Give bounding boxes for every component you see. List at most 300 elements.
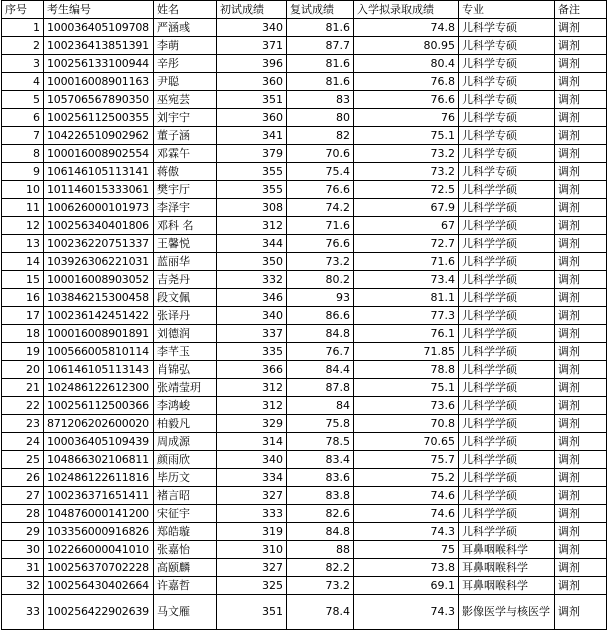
cell-retest-score: 81.6 xyxy=(287,19,354,37)
cell-name: 董子涵 xyxy=(154,127,217,145)
table-row xyxy=(2,181,607,199)
header-initial-score: 初试成绩 xyxy=(217,1,287,19)
cell-retest-score: 81.6 xyxy=(287,55,354,73)
cell-total-score: 76.6 xyxy=(354,91,459,109)
cell-name: 严涵彧 xyxy=(154,19,217,37)
cell-major: 儿科学专硕 xyxy=(459,163,555,181)
table-row xyxy=(2,325,607,343)
cell-candidate-id: 100016008902554 xyxy=(44,145,154,163)
cell-total-score: 75.7 xyxy=(354,451,459,469)
cell-retest-score: 83.8 xyxy=(287,487,354,505)
table-row xyxy=(2,397,607,415)
cell-candidate-id: 106146105113141 xyxy=(44,163,154,181)
cell-initial-score: 335 xyxy=(217,343,287,361)
table-row xyxy=(2,73,607,91)
cell-major: 儿科学专硕 xyxy=(459,73,555,91)
cell-initial-score: 360 xyxy=(217,109,287,127)
cell-note: 调剂 xyxy=(555,55,607,73)
cell-major: 儿科学学硕 xyxy=(459,379,555,397)
cell-no: 16 xyxy=(2,289,44,307)
cell-no: 25 xyxy=(2,451,44,469)
cell-retest-score: 76.7 xyxy=(287,343,354,361)
cell-note: 调剂 xyxy=(555,19,607,37)
cell-initial-score: 334 xyxy=(217,469,287,487)
cell-total-score: 70.8 xyxy=(354,415,459,433)
cell-major: 儿科学学硕 xyxy=(459,325,555,343)
cell-major: 影像医学与核医学 xyxy=(459,595,555,630)
cell-candidate-id: 102486122611816 xyxy=(44,469,154,487)
cell-total-score: 71.6 xyxy=(354,253,459,271)
cell-retest-score: 87.8 xyxy=(287,379,354,397)
cell-retest-score: 75.4 xyxy=(287,163,354,181)
cell-total-score: 75.1 xyxy=(354,127,459,145)
table-row xyxy=(2,289,607,307)
cell-total-score: 73.2 xyxy=(354,163,459,181)
cell-total-score: 70.65 xyxy=(354,433,459,451)
cell-initial-score: 312 xyxy=(217,397,287,415)
cell-note: 调剂 xyxy=(555,253,607,271)
cell-note: 调剂 xyxy=(555,451,607,469)
cell-major: 耳鼻咽喉科学 xyxy=(459,559,555,577)
cell-name: 张靖莹玥 xyxy=(154,379,217,397)
cell-total-score: 74.6 xyxy=(354,487,459,505)
cell-retest-score: 88 xyxy=(287,541,354,559)
cell-retest-score: 84.4 xyxy=(287,361,354,379)
table-row xyxy=(2,433,607,451)
table-row xyxy=(2,199,607,217)
cell-no: 12 xyxy=(2,217,44,235)
cell-no: 30 xyxy=(2,541,44,559)
cell-candidate-id: 100256340401806 xyxy=(44,217,154,235)
header-note: 备注 xyxy=(555,1,607,19)
table-row xyxy=(2,253,607,271)
cell-total-score: 80.4 xyxy=(354,55,459,73)
cell-major: 儿科学学硕 xyxy=(459,253,555,271)
cell-no: 8 xyxy=(2,145,44,163)
cell-retest-score: 82.6 xyxy=(287,505,354,523)
cell-initial-score: 379 xyxy=(217,145,287,163)
cell-name: 褚言昭 xyxy=(154,487,217,505)
cell-retest-score: 78.5 xyxy=(287,433,354,451)
cell-major: 儿科学学硕 xyxy=(459,415,555,433)
cell-retest-score: 83.6 xyxy=(287,469,354,487)
cell-name: 蓝丽华 xyxy=(154,253,217,271)
cell-candidate-id: 100256370702228 xyxy=(44,559,154,577)
cell-candidate-id: 100236142451422 xyxy=(44,307,154,325)
cell-note: 调剂 xyxy=(555,73,607,91)
cell-note: 调剂 xyxy=(555,523,607,541)
cell-no: 22 xyxy=(2,397,44,415)
table-row xyxy=(2,595,607,630)
cell-name: 李萌 xyxy=(154,37,217,55)
cell-no: 33 xyxy=(2,595,44,630)
cell-total-score: 73.6 xyxy=(354,397,459,415)
cell-retest-score: 84 xyxy=(287,397,354,415)
cell-major: 儿科学专硕 xyxy=(459,91,555,109)
cell-candidate-id: 101146015333061 xyxy=(44,181,154,199)
cell-retest-score: 73.2 xyxy=(287,253,354,271)
table-row xyxy=(2,37,607,55)
table-body xyxy=(2,19,607,630)
cell-note: 调剂 xyxy=(555,505,607,523)
cell-name: 邓霖午 xyxy=(154,145,217,163)
cell-initial-score: 371 xyxy=(217,37,287,55)
cell-retest-score: 83.4 xyxy=(287,451,354,469)
cell-candidate-id: 100036405109439 xyxy=(44,433,154,451)
cell-initial-score: 329 xyxy=(217,415,287,433)
cell-initial-score: 337 xyxy=(217,325,287,343)
cell-total-score: 80.95 xyxy=(354,37,459,55)
cell-retest-score: 82 xyxy=(287,127,354,145)
cell-initial-score: 355 xyxy=(217,163,287,181)
cell-note: 调剂 xyxy=(555,127,607,145)
cell-major: 儿科学学硕 xyxy=(459,505,555,523)
cell-retest-score: 76.6 xyxy=(287,181,354,199)
cell-note: 调剂 xyxy=(555,289,607,307)
header-total-score: 入学拟录取成绩 xyxy=(354,1,459,19)
cell-initial-score: 344 xyxy=(217,235,287,253)
cell-total-score: 73.2 xyxy=(354,145,459,163)
cell-no: 31 xyxy=(2,559,44,577)
cell-no: 23 xyxy=(2,415,44,433)
cell-no: 13 xyxy=(2,235,44,253)
cell-retest-score: 93 xyxy=(287,289,354,307)
cell-retest-score: 78.4 xyxy=(287,595,354,630)
cell-candidate-id: 102266000041010 xyxy=(44,541,154,559)
cell-no: 15 xyxy=(2,271,44,289)
cell-initial-score: 396 xyxy=(217,55,287,73)
cell-name: 高颐麟 xyxy=(154,559,217,577)
cell-retest-score: 75.8 xyxy=(287,415,354,433)
cell-note: 调剂 xyxy=(555,541,607,559)
cell-total-score: 76.1 xyxy=(354,325,459,343)
cell-retest-score: 80.2 xyxy=(287,271,354,289)
cell-note: 调剂 xyxy=(555,217,607,235)
cell-major: 儿科学专硕 xyxy=(459,145,555,163)
cell-total-score: 74.6 xyxy=(354,505,459,523)
table-row xyxy=(2,127,607,145)
cell-major: 儿科学学硕 xyxy=(459,307,555,325)
cell-initial-score: 340 xyxy=(217,451,287,469)
cell-candidate-id: 104876000141200 xyxy=(44,505,154,523)
cell-no: 5 xyxy=(2,91,44,109)
header-name: 姓名 xyxy=(154,1,217,19)
cell-note: 调剂 xyxy=(555,109,607,127)
table-row xyxy=(2,559,607,577)
cell-initial-score: 327 xyxy=(217,487,287,505)
cell-major: 儿科学学硕 xyxy=(459,181,555,199)
cell-note: 调剂 xyxy=(555,91,607,109)
cell-name: 许嘉哲 xyxy=(154,577,217,595)
cell-name: 李鸿峻 xyxy=(154,397,217,415)
admission-table xyxy=(1,0,607,630)
cell-note: 调剂 xyxy=(555,325,607,343)
table-row xyxy=(2,235,607,253)
cell-name: 樊宇厅 xyxy=(154,181,217,199)
cell-no: 3 xyxy=(2,55,44,73)
cell-major: 儿科学学硕 xyxy=(459,271,555,289)
cell-total-score: 74.3 xyxy=(354,595,459,630)
cell-major: 儿科学学硕 xyxy=(459,523,555,541)
cell-initial-score: 308 xyxy=(217,199,287,217)
cell-note: 调剂 xyxy=(555,163,607,181)
table-row xyxy=(2,523,607,541)
cell-major: 儿科学学硕 xyxy=(459,235,555,253)
cell-candidate-id: 100626000101973 xyxy=(44,199,154,217)
cell-name: 段文佩 xyxy=(154,289,217,307)
cell-name: 毕历文 xyxy=(154,469,217,487)
cell-total-score: 67.9 xyxy=(354,199,459,217)
cell-major: 儿科学学硕 xyxy=(459,343,555,361)
cell-note: 调剂 xyxy=(555,271,607,289)
cell-no: 7 xyxy=(2,127,44,145)
cell-no: 27 xyxy=(2,487,44,505)
cell-total-score: 78.8 xyxy=(354,361,459,379)
table-row xyxy=(2,577,607,595)
cell-candidate-id: 100016008901891 xyxy=(44,325,154,343)
cell-no: 26 xyxy=(2,469,44,487)
cell-no: 10 xyxy=(2,181,44,199)
cell-note: 调剂 xyxy=(555,379,607,397)
cell-no: 6 xyxy=(2,109,44,127)
cell-note: 调剂 xyxy=(555,397,607,415)
cell-name: 刘德润 xyxy=(154,325,217,343)
cell-major: 儿科学专硕 xyxy=(459,37,555,55)
cell-no: 21 xyxy=(2,379,44,397)
cell-name: 张嘉怡 xyxy=(154,541,217,559)
cell-initial-score: 310 xyxy=(217,541,287,559)
cell-no: 19 xyxy=(2,343,44,361)
cell-candidate-id: 100236413851391 xyxy=(44,37,154,55)
cell-note: 调剂 xyxy=(555,145,607,163)
cell-initial-score: 327 xyxy=(217,559,287,577)
cell-total-score: 69.1 xyxy=(354,577,459,595)
cell-retest-score: 76.6 xyxy=(287,235,354,253)
cell-major: 儿科学学硕 xyxy=(459,361,555,379)
cell-name: 张译丹 xyxy=(154,307,217,325)
cell-candidate-id: 100036405109708 xyxy=(44,19,154,37)
cell-total-score: 75 xyxy=(354,541,459,559)
cell-name: 宋征宇 xyxy=(154,505,217,523)
cell-initial-score: 332 xyxy=(217,271,287,289)
cell-candidate-id: 100256430402664 xyxy=(44,577,154,595)
cell-total-score: 73.8 xyxy=(354,559,459,577)
header-retest-score: 复试成绩 xyxy=(287,1,354,19)
cell-name: 柏毅凡 xyxy=(154,415,217,433)
cell-initial-score: 351 xyxy=(217,595,287,630)
cell-note: 调剂 xyxy=(555,307,607,325)
cell-initial-score: 312 xyxy=(217,379,287,397)
cell-name: 王馨悦 xyxy=(154,235,217,253)
cell-retest-score: 84.8 xyxy=(287,523,354,541)
cell-note: 调剂 xyxy=(555,199,607,217)
header-no: 序号 xyxy=(2,1,44,19)
cell-note: 调剂 xyxy=(555,37,607,55)
cell-major: 耳鼻咽喉科学 xyxy=(459,541,555,559)
cell-name: 邓科 名 xyxy=(154,217,217,235)
table-row xyxy=(2,541,607,559)
table-row xyxy=(2,163,607,181)
table-row xyxy=(2,451,607,469)
table-row xyxy=(2,109,607,127)
cell-total-score: 67 xyxy=(354,217,459,235)
cell-note: 调剂 xyxy=(555,235,607,253)
cell-candidate-id: 103926306221031 xyxy=(44,253,154,271)
cell-note: 调剂 xyxy=(555,559,607,577)
cell-total-score: 74.3 xyxy=(354,523,459,541)
cell-no: 2 xyxy=(2,37,44,55)
cell-initial-score: 319 xyxy=(217,523,287,541)
cell-major: 儿科学学硕 xyxy=(459,487,555,505)
table-row xyxy=(2,217,607,235)
cell-no: 29 xyxy=(2,523,44,541)
cell-name: 郑皓璇 xyxy=(154,523,217,541)
cell-retest-score: 84.8 xyxy=(287,325,354,343)
cell-major: 儿科学学硕 xyxy=(459,451,555,469)
table-row xyxy=(2,379,607,397)
cell-name: 辛彤 xyxy=(154,55,217,73)
cell-candidate-id: 103846215300458 xyxy=(44,289,154,307)
cell-no: 24 xyxy=(2,433,44,451)
cell-initial-score: 325 xyxy=(217,577,287,595)
cell-initial-score: 340 xyxy=(217,19,287,37)
cell-note: 调剂 xyxy=(555,469,607,487)
table-row xyxy=(2,271,607,289)
cell-candidate-id: 100016008903052 xyxy=(44,271,154,289)
cell-no: 9 xyxy=(2,163,44,181)
cell-candidate-id: 105706567890350 xyxy=(44,91,154,109)
cell-retest-score: 81.6 xyxy=(287,73,354,91)
cell-major: 儿科学学硕 xyxy=(459,433,555,451)
cell-initial-score: 360 xyxy=(217,73,287,91)
cell-no: 17 xyxy=(2,307,44,325)
cell-note: 调剂 xyxy=(555,595,607,630)
cell-note: 调剂 xyxy=(555,415,607,433)
table-row xyxy=(2,19,607,37)
cell-retest-score: 70.6 xyxy=(287,145,354,163)
cell-name: 吉尧丹 xyxy=(154,271,217,289)
cell-no: 11 xyxy=(2,199,44,217)
cell-major: 儿科学专硕 xyxy=(459,19,555,37)
cell-initial-score: 351 xyxy=(217,91,287,109)
cell-major: 儿科学学硕 xyxy=(459,289,555,307)
cell-total-score: 81.1 xyxy=(354,289,459,307)
cell-total-score: 75.1 xyxy=(354,379,459,397)
cell-candidate-id: 102486122612300 xyxy=(44,379,154,397)
header-row xyxy=(2,1,607,19)
cell-total-score: 74.8 xyxy=(354,19,459,37)
cell-retest-score: 83 xyxy=(287,91,354,109)
cell-initial-score: 312 xyxy=(217,217,287,235)
cell-name: 李芊玉 xyxy=(154,343,217,361)
cell-candidate-id: 100256112500355 xyxy=(44,109,154,127)
cell-no: 18 xyxy=(2,325,44,343)
cell-note: 调剂 xyxy=(555,433,607,451)
cell-retest-score: 87.7 xyxy=(287,37,354,55)
cell-name: 周成源 xyxy=(154,433,217,451)
cell-total-score: 75.2 xyxy=(354,469,459,487)
cell-no: 4 xyxy=(2,73,44,91)
table-row xyxy=(2,91,607,109)
header-id: 考生编号 xyxy=(44,1,154,19)
cell-initial-score: 350 xyxy=(217,253,287,271)
cell-major: 儿科学专硕 xyxy=(459,109,555,127)
cell-no: 32 xyxy=(2,577,44,595)
cell-total-score: 72.7 xyxy=(354,235,459,253)
cell-retest-score: 73.2 xyxy=(287,577,354,595)
cell-note: 调剂 xyxy=(555,577,607,595)
cell-name: 马文雁 xyxy=(154,595,217,630)
table-row xyxy=(2,361,607,379)
table-row xyxy=(2,469,607,487)
cell-no: 20 xyxy=(2,361,44,379)
cell-note: 调剂 xyxy=(555,343,607,361)
table-row xyxy=(2,415,607,433)
cell-major: 儿科学专硕 xyxy=(459,127,555,145)
cell-retest-score: 74.2 xyxy=(287,199,354,217)
cell-initial-score: 333 xyxy=(217,505,287,523)
table-row xyxy=(2,505,607,523)
cell-name: 肖锦弘 xyxy=(154,361,217,379)
cell-initial-score: 340 xyxy=(217,307,287,325)
cell-major: 儿科学专硕 xyxy=(459,55,555,73)
cell-candidate-id: 104866302106811 xyxy=(44,451,154,469)
cell-candidate-id: 871206202600020 xyxy=(44,415,154,433)
cell-candidate-id: 100236371651411 xyxy=(44,487,154,505)
cell-candidate-id: 103356000916826 xyxy=(44,523,154,541)
table-row xyxy=(2,145,607,163)
cell-initial-score: 355 xyxy=(217,181,287,199)
cell-name: 蒋傲 xyxy=(154,163,217,181)
cell-retest-score: 82.2 xyxy=(287,559,354,577)
cell-note: 调剂 xyxy=(555,487,607,505)
table-row xyxy=(2,343,607,361)
cell-note: 调剂 xyxy=(555,181,607,199)
cell-major: 儿科学学硕 xyxy=(459,397,555,415)
cell-no: 1 xyxy=(2,19,44,37)
cell-name: 巫宛芸 xyxy=(154,91,217,109)
cell-candidate-id: 100256112500366 xyxy=(44,397,154,415)
cell-total-score: 72.5 xyxy=(354,181,459,199)
cell-initial-score: 346 xyxy=(217,289,287,307)
header-major: 专业 xyxy=(459,1,555,19)
cell-total-score: 76.8 xyxy=(354,73,459,91)
cell-no: 14 xyxy=(2,253,44,271)
cell-name: 尹聪 xyxy=(154,73,217,91)
cell-major: 儿科学学硕 xyxy=(459,199,555,217)
table-row xyxy=(2,487,607,505)
cell-initial-score: 314 xyxy=(217,433,287,451)
cell-major: 儿科学学硕 xyxy=(459,217,555,235)
cell-major: 耳鼻咽喉科学 xyxy=(459,577,555,595)
cell-candidate-id: 106146105113143 xyxy=(44,361,154,379)
cell-major: 儿科学学硕 xyxy=(459,469,555,487)
table-row xyxy=(2,307,607,325)
cell-retest-score: 80 xyxy=(287,109,354,127)
cell-candidate-id: 100016008901163 xyxy=(44,73,154,91)
cell-candidate-id: 104226510902962 xyxy=(44,127,154,145)
cell-total-score: 71.85 xyxy=(354,343,459,361)
cell-name: 颜雨欣 xyxy=(154,451,217,469)
table-row xyxy=(2,55,607,73)
cell-total-score: 76 xyxy=(354,109,459,127)
cell-initial-score: 366 xyxy=(217,361,287,379)
cell-name: 李泽宇 xyxy=(154,199,217,217)
cell-initial-score: 341 xyxy=(217,127,287,145)
cell-retest-score: 86.6 xyxy=(287,307,354,325)
cell-candidate-id: 100566005810114 xyxy=(44,343,154,361)
cell-retest-score: 71.6 xyxy=(287,217,354,235)
